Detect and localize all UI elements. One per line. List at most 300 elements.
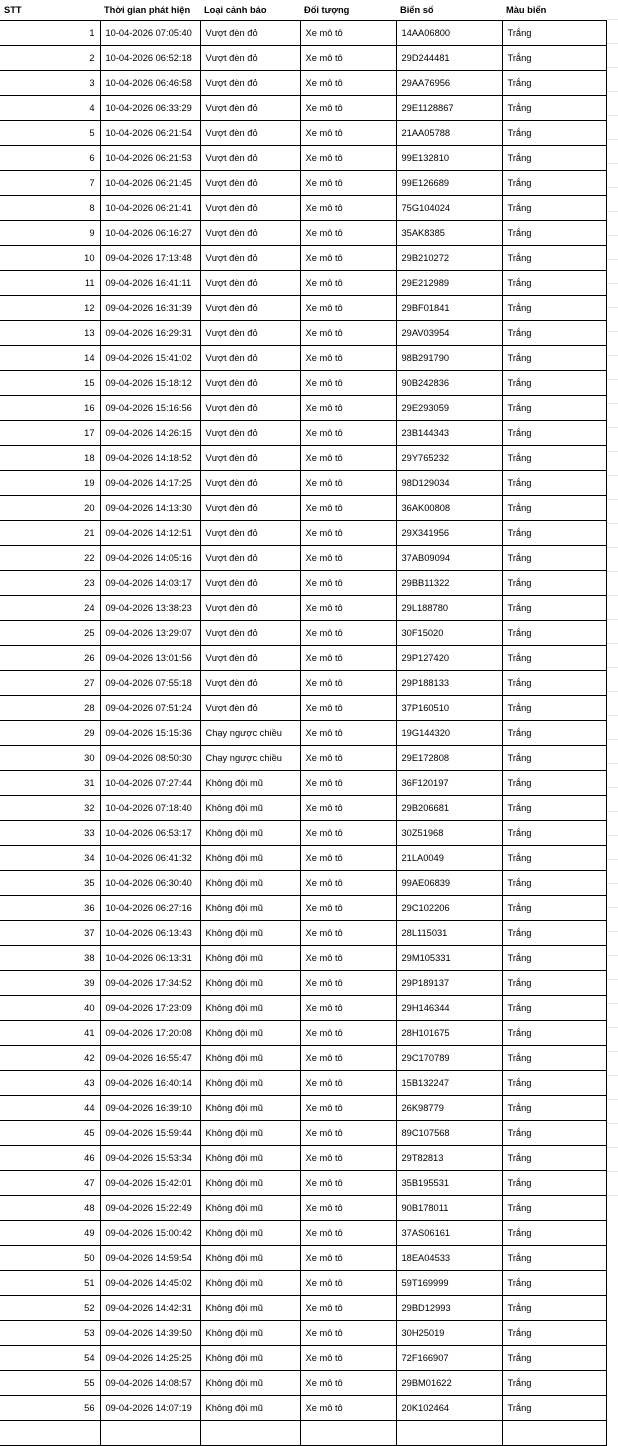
cell-time[interactable]: 09-04-2026 14:13:30	[100, 496, 200, 521]
cell-stt[interactable]: 8	[0, 196, 100, 221]
cell-color[interactable]: Trắng	[502, 521, 606, 546]
cell-plate[interactable]: 29E172808	[396, 746, 502, 771]
table-row[interactable]	[0, 1421, 606, 1446]
cell-stt[interactable]: 16	[0, 396, 100, 421]
cell-plate[interactable]: 99E126689	[396, 171, 502, 196]
table-row[interactable]	[0, 46, 606, 71]
cell-object[interactable]: Xe mô tô	[300, 1296, 396, 1321]
cell-plate[interactable]: 35B195531	[396, 1171, 502, 1196]
cell-plate[interactable]: 59T169999	[396, 1271, 502, 1296]
cell-type[interactable]: Vượt đèn đỏ	[200, 371, 300, 396]
cell-plate[interactable]: 35AK8385	[396, 221, 502, 246]
cell-object[interactable]: Xe mô tô	[300, 196, 396, 221]
cell-time[interactable]: 09-04-2026 15:42:01	[100, 1171, 200, 1196]
cell-plate[interactable]: 37AS06161	[396, 1221, 502, 1246]
cell-object[interactable]: Xe mô tô	[300, 421, 396, 446]
table-row[interactable]	[0, 221, 606, 246]
cell-type[interactable]: Không đội mũ	[200, 1171, 300, 1196]
cell-color[interactable]: Trắng	[502, 796, 606, 821]
cell-time[interactable]: 10-04-2026 06:13:31	[100, 946, 200, 971]
cell-object[interactable]: Xe mô tô	[300, 1021, 396, 1046]
cell-type[interactable]: Vượt đèn đỏ	[200, 471, 300, 496]
cell-time[interactable]: 10-04-2026 07:18:40	[100, 796, 200, 821]
cell-color[interactable]: Trắng	[502, 1071, 606, 1096]
table-row[interactable]	[0, 1121, 606, 1146]
cell-plate[interactable]: 29H146344	[396, 996, 502, 1021]
cell-stt[interactable]: 10	[0, 246, 100, 271]
cell-time[interactable]: 09-04-2026 16:41:11	[100, 271, 200, 296]
cell-object[interactable]: Xe mô tô	[300, 221, 396, 246]
cell-color[interactable]: Trắng	[502, 1021, 606, 1046]
cell-color[interactable]: Trắng	[502, 46, 606, 71]
cell-type[interactable]: Vượt đèn đỏ	[200, 621, 300, 646]
cell-object[interactable]: Xe mô tô	[300, 1046, 396, 1071]
column-header-type[interactable]: Loại cảnh báo	[200, 0, 300, 21]
cell-object[interactable]: Xe mô tô	[300, 721, 396, 746]
cell-type[interactable]: Vượt đèn đỏ	[200, 96, 300, 121]
table-row[interactable]	[0, 596, 606, 621]
cell-time[interactable]: 09-04-2026 15:16:56	[100, 396, 200, 421]
table-row[interactable]	[0, 1396, 606, 1421]
cell-time[interactable]: 09-04-2026 15:41:02	[100, 346, 200, 371]
cell-color[interactable]: Trắng	[502, 196, 606, 221]
cell-type[interactable]: Chạy ngược chiều	[200, 721, 300, 746]
cell-object[interactable]: Xe mô tô	[300, 1346, 396, 1371]
cell-object[interactable]: Xe mô tô	[300, 271, 396, 296]
cell-object[interactable]: Xe mô tô	[300, 121, 396, 146]
table-row[interactable]	[0, 571, 606, 596]
cell-type[interactable]: Vượt đèn đỏ	[200, 246, 300, 271]
cell-plate[interactable]: 36AK00808	[396, 496, 502, 521]
table-row[interactable]	[0, 396, 606, 421]
cell-stt[interactable]: 3	[0, 71, 100, 96]
cell-stt[interactable]: 31	[0, 771, 100, 796]
cell-plate[interactable]: 29BF01841	[396, 296, 502, 321]
cell-stt[interactable]: 7	[0, 171, 100, 196]
cell-type[interactable]: Vượt đèn đỏ	[200, 271, 300, 296]
cell-type[interactable]: Không đội mũ	[200, 921, 300, 946]
cell-object[interactable]: Xe mô tô	[300, 21, 396, 46]
cell-plate[interactable]: 29AA76956	[396, 71, 502, 96]
cell-plate[interactable]: 30Z51968	[396, 821, 502, 846]
cell-time[interactable]	[100, 1421, 200, 1446]
cell-plate[interactable]: 29P188133	[396, 671, 502, 696]
cell-stt[interactable]: 29	[0, 721, 100, 746]
table-row[interactable]	[0, 1171, 606, 1196]
cell-time[interactable]: 09-04-2026 14:03:17	[100, 571, 200, 596]
table-row[interactable]	[0, 721, 606, 746]
cell-time[interactable]: 09-04-2026 16:29:31	[100, 321, 200, 346]
cell-object[interactable]: Xe mô tô	[300, 1171, 396, 1196]
table-row[interactable]	[0, 1146, 606, 1171]
cell-stt[interactable]: 33	[0, 821, 100, 846]
cell-type[interactable]: Không đội mũ	[200, 1046, 300, 1071]
cell-time[interactable]: 10-04-2026 06:13:43	[100, 921, 200, 946]
cell-stt[interactable]: 30	[0, 746, 100, 771]
cell-object[interactable]: Xe mô tô	[300, 1221, 396, 1246]
cell-type[interactable]: Vượt đèn đỏ	[200, 121, 300, 146]
cell-stt[interactable]: 38	[0, 946, 100, 971]
cell-color[interactable]: Trắng	[502, 396, 606, 421]
cell-type[interactable]: Vượt đèn đỏ	[200, 671, 300, 696]
cell-color[interactable]: Trắng	[502, 1321, 606, 1346]
table-row[interactable]	[0, 296, 606, 321]
cell-color[interactable]: Trắng	[502, 1371, 606, 1396]
cell-plate[interactable]: 29Y765232	[396, 446, 502, 471]
cell-time[interactable]: 09-04-2026 17:34:52	[100, 971, 200, 996]
column-header-object[interactable]: Đối tượng	[300, 0, 396, 21]
cell-stt[interactable]: 6	[0, 146, 100, 171]
cell-plate[interactable]: 90B242836	[396, 371, 502, 396]
cell-plate[interactable]: 29D244481	[396, 46, 502, 71]
cell-type[interactable]: Không đội mũ	[200, 1071, 300, 1096]
table-row[interactable]	[0, 1346, 606, 1371]
cell-object[interactable]: Xe mô tô	[300, 596, 396, 621]
cell-plate[interactable]: 18EA04533	[396, 1246, 502, 1271]
cell-plate[interactable]: 29BM01622	[396, 1371, 502, 1396]
cell-color[interactable]: Trắng	[502, 146, 606, 171]
cell-color[interactable]: Trắng	[502, 696, 606, 721]
cell-stt[interactable]: 40	[0, 996, 100, 1021]
cell-time[interactable]: 09-04-2026 15:59:44	[100, 1121, 200, 1146]
table-row[interactable]	[0, 1196, 606, 1221]
cell-color[interactable]: Trắng	[502, 346, 606, 371]
cell-time[interactable]: 09-04-2026 16:31:39	[100, 296, 200, 321]
cell-stt[interactable]: 23	[0, 571, 100, 596]
cell-stt[interactable]: 1	[0, 21, 100, 46]
cell-time[interactable]: 10-04-2026 06:41:32	[100, 846, 200, 871]
cell-color[interactable]: Trắng	[502, 496, 606, 521]
cell-plate[interactable]: 29E212989	[396, 271, 502, 296]
cell-time[interactable]: 10-04-2026 07:27:44	[100, 771, 200, 796]
table-row[interactable]	[0, 146, 606, 171]
cell-time[interactable]: 10-04-2026 07:05:40	[100, 21, 200, 46]
cell-stt[interactable]: 36	[0, 896, 100, 921]
table-row[interactable]	[0, 1221, 606, 1246]
cell-object[interactable]: Xe mô tô	[300, 1071, 396, 1096]
table-row[interactable]	[0, 196, 606, 221]
cell-time[interactable]: 09-04-2026 14:07:19	[100, 1396, 200, 1421]
column-header-color[interactable]: Màu biển	[502, 0, 606, 21]
cell-time[interactable]: 10-04-2026 06:53:17	[100, 821, 200, 846]
cell-stt[interactable]: 5	[0, 121, 100, 146]
cell-type[interactable]: Không đội mũ	[200, 946, 300, 971]
cell-time[interactable]: 10-04-2026 06:27:16	[100, 896, 200, 921]
cell-stt[interactable]: 34	[0, 846, 100, 871]
cell-time[interactable]: 09-04-2026 13:01:56	[100, 646, 200, 671]
cell-object[interactable]: Xe mô tô	[300, 621, 396, 646]
cell-type[interactable]	[200, 1421, 300, 1446]
cell-color[interactable]: Trắng	[502, 646, 606, 671]
cell-stt[interactable]: 9	[0, 221, 100, 246]
cell-plate[interactable]: 37P160510	[396, 696, 502, 721]
cell-object[interactable]: Xe mô tô	[300, 821, 396, 846]
cell-object[interactable]: Xe mô tô	[300, 921, 396, 946]
table-row[interactable]	[0, 546, 606, 571]
cell-time[interactable]: 09-04-2026 14:18:52	[100, 446, 200, 471]
cell-time[interactable]: 09-04-2026 13:38:23	[100, 596, 200, 621]
cell-plate[interactable]: 37AB09094	[396, 546, 502, 571]
cell-type[interactable]: Không đội mũ	[200, 971, 300, 996]
cell-object[interactable]: Xe mô tô	[300, 1196, 396, 1221]
cell-stt[interactable]: 26	[0, 646, 100, 671]
cell-color[interactable]: Trắng	[502, 671, 606, 696]
cell-time[interactable]: 09-04-2026 14:17:25	[100, 471, 200, 496]
cell-stt[interactable]: 19	[0, 471, 100, 496]
cell-plate[interactable]: 28H101675	[396, 1021, 502, 1046]
cell-plate[interactable]: 29BD12993	[396, 1296, 502, 1321]
cell-stt[interactable]: 28	[0, 696, 100, 721]
table-row[interactable]	[0, 1321, 606, 1346]
cell-object[interactable]: Xe mô tô	[300, 446, 396, 471]
cell-color[interactable]: Trắng	[502, 546, 606, 571]
table-row[interactable]	[0, 96, 606, 121]
cell-time[interactable]: 09-04-2026 14:39:50	[100, 1321, 200, 1346]
cell-type[interactable]: Vượt đèn đỏ	[200, 346, 300, 371]
cell-type[interactable]: Vượt đèn đỏ	[200, 46, 300, 71]
cell-object[interactable]: Xe mô tô	[300, 571, 396, 596]
cell-type[interactable]: Không đội mũ	[200, 1096, 300, 1121]
cell-time[interactable]: 09-04-2026 14:45:02	[100, 1271, 200, 1296]
table-row[interactable]	[0, 621, 606, 646]
cell-time[interactable]: 09-04-2026 15:22:49	[100, 1196, 200, 1221]
table-row[interactable]	[0, 1296, 606, 1321]
cell-stt[interactable]: 45	[0, 1121, 100, 1146]
cell-object[interactable]: Xe mô tô	[300, 896, 396, 921]
table-row[interactable]	[0, 171, 606, 196]
table-row[interactable]	[0, 371, 606, 396]
cell-time[interactable]: 10-04-2026 06:21:53	[100, 146, 200, 171]
cell-type[interactable]: Không đội mũ	[200, 796, 300, 821]
cell-type[interactable]: Không đội mũ	[200, 1221, 300, 1246]
table-row[interactable]	[0, 946, 606, 971]
cell-stt[interactable]: 21	[0, 521, 100, 546]
cell-stt[interactable]: 20	[0, 496, 100, 521]
cell-object[interactable]: Xe mô tô	[300, 646, 396, 671]
cell-type[interactable]: Không đội mũ	[200, 996, 300, 1021]
cell-object[interactable]: Xe mô tô	[300, 871, 396, 896]
cell-object[interactable]: Xe mô tô	[300, 46, 396, 71]
cell-stt[interactable]: 32	[0, 796, 100, 821]
cell-stt[interactable]: 22	[0, 546, 100, 571]
cell-type[interactable]: Vượt đèn đỏ	[200, 171, 300, 196]
cell-stt[interactable]: 27	[0, 671, 100, 696]
cell-type[interactable]: Không đội mũ	[200, 896, 300, 921]
cell-object[interactable]: Xe mô tô	[300, 971, 396, 996]
cell-type[interactable]: Vượt đèn đỏ	[200, 546, 300, 571]
cell-object[interactable]: Xe mô tô	[300, 1146, 396, 1171]
cell-plate[interactable]: 30H25019	[396, 1321, 502, 1346]
table-row[interactable]	[0, 21, 606, 46]
cell-object[interactable]: Xe mô tô	[300, 346, 396, 371]
cell-object[interactable]: Xe mô tô	[300, 1396, 396, 1421]
cell-plate[interactable]: 30F15020	[396, 621, 502, 646]
cell-time[interactable]: 09-04-2026 15:18:12	[100, 371, 200, 396]
cell-stt[interactable]: 11	[0, 271, 100, 296]
cell-type[interactable]: Không đội mũ	[200, 1271, 300, 1296]
cell-color[interactable]: Trắng	[502, 821, 606, 846]
cell-plate[interactable]: 99E132810	[396, 146, 502, 171]
cell-color[interactable]: Trắng	[502, 571, 606, 596]
cell-time[interactable]: 09-04-2026 14:08:57	[100, 1371, 200, 1396]
cell-object[interactable]: Xe mô tô	[300, 1121, 396, 1146]
cell-color[interactable]: Trắng	[502, 946, 606, 971]
table-row[interactable]	[0, 846, 606, 871]
cell-time[interactable]: 09-04-2026 07:55:18	[100, 671, 200, 696]
cell-object[interactable]: Xe mô tô	[300, 246, 396, 271]
cell-color[interactable]: Trắng	[502, 1296, 606, 1321]
cell-color[interactable]: Trắng	[502, 321, 606, 346]
table-row[interactable]	[0, 421, 606, 446]
cell-type[interactable]: Không đội mũ	[200, 771, 300, 796]
cell-color[interactable]: Trắng	[502, 471, 606, 496]
cell-plate[interactable]: 29C102206	[396, 896, 502, 921]
cell-object[interactable]: Xe mô tô	[300, 146, 396, 171]
cell-object[interactable]: Xe mô tô	[300, 1096, 396, 1121]
cell-color[interactable]: Trắng	[502, 1396, 606, 1421]
cell-color[interactable]: Trắng	[502, 871, 606, 896]
cell-color[interactable]: Trắng	[502, 246, 606, 271]
cell-type[interactable]: Vượt đèn đỏ	[200, 446, 300, 471]
cell-object[interactable]: Xe mô tô	[300, 996, 396, 1021]
cell-plate[interactable]: 21AA05788	[396, 121, 502, 146]
cell-object[interactable]: Xe mô tô	[300, 496, 396, 521]
cell-type[interactable]: Vượt đèn đỏ	[200, 321, 300, 346]
cell-time[interactable]: 09-04-2026 17:23:09	[100, 996, 200, 1021]
cell-object[interactable]: Xe mô tô	[300, 321, 396, 346]
table-row[interactable]	[0, 1021, 606, 1046]
cell-time[interactable]: 09-04-2026 14:12:51	[100, 521, 200, 546]
table-row[interactable]	[0, 1096, 606, 1121]
table-row[interactable]	[0, 346, 606, 371]
cell-stt[interactable]: 52	[0, 1296, 100, 1321]
cell-stt[interactable]: 24	[0, 596, 100, 621]
cell-color[interactable]: Trắng	[502, 596, 606, 621]
cell-color[interactable]: Trắng	[502, 996, 606, 1021]
cell-object[interactable]: Xe mô tô	[300, 546, 396, 571]
cell-color[interactable]: Trắng	[502, 1146, 606, 1171]
cell-color[interactable]: Trắng	[502, 846, 606, 871]
cell-stt[interactable]: 56	[0, 1396, 100, 1421]
cell-type[interactable]: Không đội mũ	[200, 1371, 300, 1396]
cell-time[interactable]: 09-04-2026 08:50:30	[100, 746, 200, 771]
cell-stt[interactable]: 50	[0, 1246, 100, 1271]
cell-type[interactable]: Không đội mũ	[200, 1346, 300, 1371]
cell-color[interactable]: Trắng	[502, 746, 606, 771]
cell-time[interactable]: 09-04-2026 15:15:36	[100, 721, 200, 746]
cell-object[interactable]: Xe mô tô	[300, 521, 396, 546]
cell-type[interactable]: Không đội mũ	[200, 1021, 300, 1046]
cell-type[interactable]: Chạy ngược chiều	[200, 746, 300, 771]
cell-time[interactable]: 10-04-2026 06:21:54	[100, 121, 200, 146]
cell-time[interactable]: 10-04-2026 06:33:29	[100, 96, 200, 121]
cell-color[interactable]	[502, 1421, 606, 1446]
table-row[interactable]	[0, 996, 606, 1021]
cell-color[interactable]: Trắng	[502, 71, 606, 96]
cell-color[interactable]: Trắng	[502, 771, 606, 796]
table-row[interactable]	[0, 821, 606, 846]
cell-time[interactable]: 09-04-2026 17:13:48	[100, 246, 200, 271]
cell-object[interactable]: Xe mô tô	[300, 846, 396, 871]
cell-plate[interactable]: 98D129034	[396, 471, 502, 496]
cell-plate[interactable]: 28L115031	[396, 921, 502, 946]
cell-time[interactable]: 09-04-2026 14:05:16	[100, 546, 200, 571]
cell-plate[interactable]: 29M105331	[396, 946, 502, 971]
cell-object[interactable]: Xe mô tô	[300, 396, 396, 421]
cell-time[interactable]: 09-04-2026 15:53:34	[100, 1146, 200, 1171]
cell-object[interactable]: Xe mô tô	[300, 96, 396, 121]
cell-stt[interactable]: 48	[0, 1196, 100, 1221]
cell-plate[interactable]: 98B291790	[396, 346, 502, 371]
column-header-time[interactable]: Thời gian phát hiện	[100, 0, 200, 21]
table-row[interactable]	[0, 1271, 606, 1296]
cell-plate[interactable]: 29C170789	[396, 1046, 502, 1071]
cell-type[interactable]: Vượt đèn đỏ	[200, 571, 300, 596]
cell-time[interactable]: 09-04-2026 14:25:25	[100, 1346, 200, 1371]
cell-stt[interactable]: 25	[0, 621, 100, 646]
cell-stt[interactable]: 41	[0, 1021, 100, 1046]
cell-stt[interactable]: 4	[0, 96, 100, 121]
cell-time[interactable]: 10-04-2026 06:46:58	[100, 71, 200, 96]
cell-plate[interactable]: 99AE06839	[396, 871, 502, 896]
cell-plate[interactable]: 29B210272	[396, 246, 502, 271]
cell-plate[interactable]: 29E293059	[396, 396, 502, 421]
cell-time[interactable]: 09-04-2026 16:39:10	[100, 1096, 200, 1121]
cell-time[interactable]: 09-04-2026 14:26:15	[100, 421, 200, 446]
table-row[interactable]	[0, 496, 606, 521]
cell-type[interactable]: Không đội mũ	[200, 1121, 300, 1146]
cell-time[interactable]: 10-04-2026 06:21:45	[100, 171, 200, 196]
cell-type[interactable]: Vượt đèn đỏ	[200, 596, 300, 621]
cell-time[interactable]: 10-04-2026 06:30:40	[100, 871, 200, 896]
cell-plate[interactable]: 29AV03954	[396, 321, 502, 346]
cell-plate[interactable]: 20K102464	[396, 1396, 502, 1421]
cell-time[interactable]: 09-04-2026 07:51:24	[100, 696, 200, 721]
cell-stt[interactable]: 55	[0, 1371, 100, 1396]
cell-object[interactable]: Xe mô tô	[300, 946, 396, 971]
cell-color[interactable]: Trắng	[502, 1221, 606, 1246]
cell-object[interactable]: Xe mô tô	[300, 471, 396, 496]
cell-color[interactable]: Trắng	[502, 446, 606, 471]
table-row[interactable]	[0, 246, 606, 271]
table-row[interactable]	[0, 271, 606, 296]
table-row[interactable]	[0, 521, 606, 546]
column-header-plate[interactable]: Biển số	[396, 0, 502, 21]
table-row[interactable]	[0, 771, 606, 796]
cell-color[interactable]: Trắng	[502, 1346, 606, 1371]
cell-color[interactable]: Trắng	[502, 21, 606, 46]
cell-plate[interactable]: 23B144343	[396, 421, 502, 446]
table-row[interactable]	[0, 471, 606, 496]
cell-object[interactable]: Xe mô tô	[300, 796, 396, 821]
table-row[interactable]	[0, 971, 606, 996]
cell-type[interactable]: Không đội mũ	[200, 1396, 300, 1421]
table-row[interactable]	[0, 896, 606, 921]
cell-type[interactable]: Vượt đèn đỏ	[200, 646, 300, 671]
cell-color[interactable]: Trắng	[502, 1171, 606, 1196]
cell-stt[interactable]: 37	[0, 921, 100, 946]
cell-type[interactable]: Vượt đèn đỏ	[200, 21, 300, 46]
cell-plate[interactable]: 29E1128867	[396, 96, 502, 121]
cell-color[interactable]: Trắng	[502, 1271, 606, 1296]
cell-time[interactable]: 09-04-2026 17:20:08	[100, 1021, 200, 1046]
table-row[interactable]	[0, 321, 606, 346]
cell-stt[interactable]: 51	[0, 1271, 100, 1296]
table-row[interactable]	[0, 921, 606, 946]
cell-time[interactable]: 10-04-2026 06:16:27	[100, 221, 200, 246]
cell-color[interactable]: Trắng	[502, 121, 606, 146]
cell-stt[interactable]	[0, 1421, 100, 1446]
